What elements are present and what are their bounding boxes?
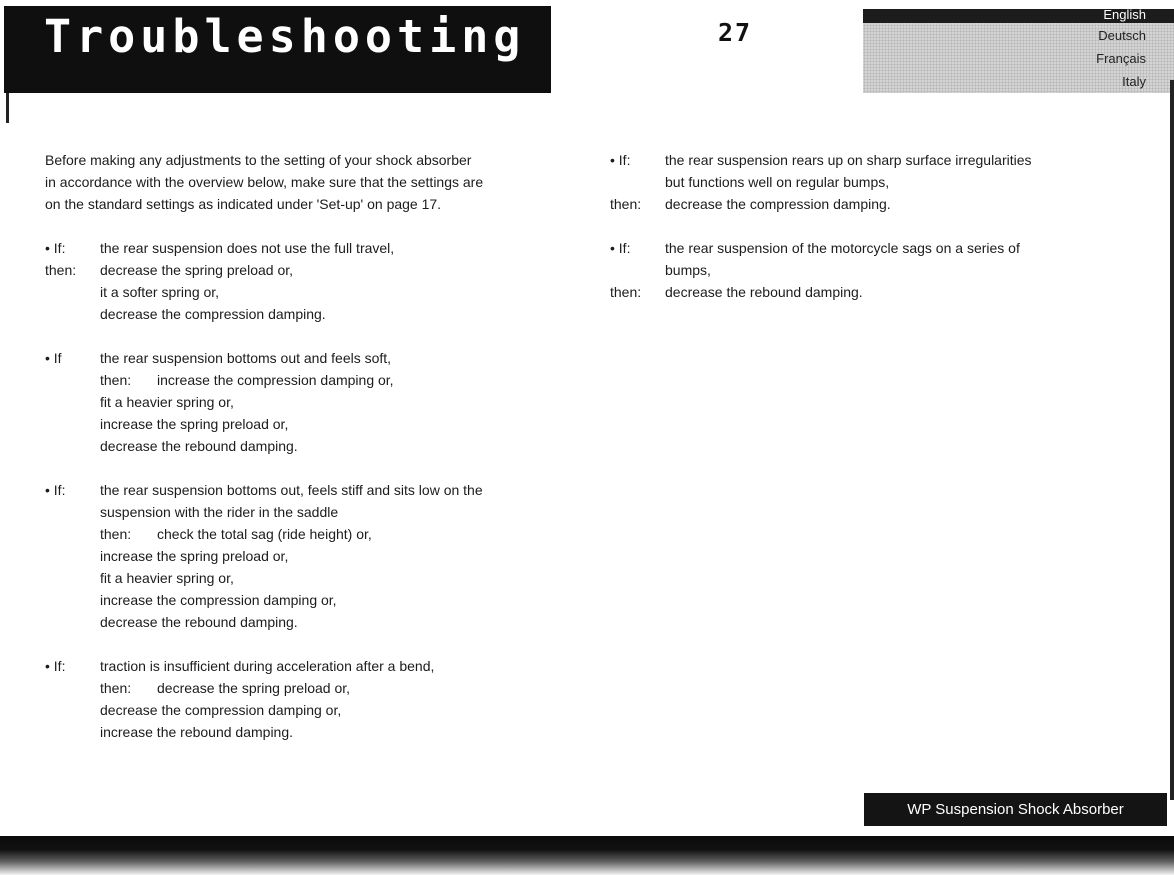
item-line: [45, 567, 565, 589]
item-line: [45, 413, 565, 435]
product-tag: WP Suspension Shock Absorber: [864, 793, 1167, 826]
language-selector: [863, 9, 1174, 93]
action-text: fit a heavier spring or,: [100, 394, 234, 410]
item-text: [100, 721, 293, 743]
item-text: [665, 193, 891, 215]
troubleshooting-item: [610, 237, 1130, 303]
item-line: [610, 149, 1130, 171]
item-line: [610, 193, 1130, 215]
item-text: [100, 347, 391, 369]
item-line: [45, 677, 565, 699]
action-text: traction is insufficient during acceleration after a bend,: [100, 658, 435, 674]
title-bar: [4, 6, 551, 93]
page-title: Troubleshooting: [44, 10, 526, 63]
troubleshooting-item: [45, 479, 565, 633]
inline-then-label: then:: [100, 372, 132, 388]
item-text: [100, 281, 219, 303]
inline-then-label: then:: [100, 680, 132, 696]
item-text: [100, 567, 234, 589]
condition-label: • If: [45, 350, 62, 366]
item-text: [100, 391, 234, 413]
item-line: [45, 237, 565, 259]
action-text: increase the compression damping or,: [157, 372, 394, 388]
page-edge-right: [1170, 80, 1174, 800]
intro-line: on the standard settings as indicated under 'Set-up' on page 17.: [45, 196, 442, 212]
item-text: [665, 149, 1032, 171]
action-text: increase the compression damping or,: [100, 592, 337, 608]
item-text: [100, 303, 326, 325]
troubleshooting-item: [45, 655, 565, 743]
action-text: decrease the compression damping.: [100, 306, 326, 322]
item-line: [45, 501, 565, 523]
item-line: [45, 479, 565, 501]
item-line: [45, 721, 565, 743]
condition-label: then:: [610, 284, 642, 300]
item-line: [45, 589, 565, 611]
item-text: [100, 413, 288, 435]
action-text: suspension with the rider in the saddle: [100, 504, 339, 520]
condition-label: • If:: [610, 152, 631, 168]
troubleshooting-item: [45, 347, 565, 457]
action-text: the rear suspension rears up on sharp surface irregularities: [665, 152, 1032, 168]
condition-label: • If:: [610, 240, 631, 256]
item-text: [100, 237, 394, 259]
intro-line: in accordance with the overview below, make sure that the settings are: [45, 174, 484, 190]
item-line: [45, 281, 565, 303]
item-line: [610, 259, 1130, 281]
language-italy[interactable]: Italy: [1122, 74, 1146, 89]
action-text: increase the rebound damping.: [100, 724, 294, 740]
action-text: decrease the rebound damping.: [100, 438, 298, 454]
item-line: [45, 523, 565, 545]
item-line: [45, 699, 565, 721]
condition-label: • If:: [45, 240, 66, 256]
language-deutsch[interactable]: Deutsch: [1098, 28, 1146, 43]
troubleshooting-item: [610, 149, 1130, 215]
action-text: decrease the spring preload or,: [157, 680, 351, 696]
action-text: it a softer spring or,: [100, 284, 220, 300]
action-text: bumps,: [665, 262, 711, 278]
item-line: [45, 655, 565, 677]
condition-label: • If:: [45, 658, 66, 674]
item-text: [100, 523, 372, 545]
action-text: decrease the spring preload or,: [100, 262, 294, 278]
item-line: [45, 391, 565, 413]
action-text: decrease the compression damping or,: [100, 702, 342, 718]
item-line: [610, 237, 1130, 259]
page-edge-left: [6, 93, 9, 123]
item-text: [100, 479, 483, 501]
action-text: the rear suspension does not use the full travel,: [100, 240, 395, 256]
action-text: the rear suspension bottoms out and feels soft,: [100, 350, 392, 366]
item-line: [45, 259, 565, 281]
item-text: [665, 259, 711, 281]
item-text: [665, 171, 889, 193]
action-text: check the total sag (ride height) or,: [157, 526, 372, 542]
troubleshooting-item: [45, 237, 565, 325]
action-text: increase the spring preload or,: [100, 416, 289, 432]
inline-then-label: then:: [100, 526, 132, 542]
condition-label: • If:: [45, 482, 66, 498]
item-line: [45, 303, 565, 325]
action-text: the rear suspension of the motorcycle sags on a series of: [665, 240, 1020, 256]
item-line: [610, 171, 1130, 193]
language-english[interactable]: English: [1103, 9, 1146, 22]
action-text: increase the spring preload or,: [100, 548, 289, 564]
condition-label: then:: [45, 262, 77, 278]
page-number: 27: [718, 18, 753, 47]
item-text: [100, 655, 434, 677]
item-text: [100, 611, 298, 633]
action-text: decrease the rebound damping.: [100, 614, 298, 630]
action-text: the rear suspension bottoms out, feels stiff and sits low on the: [100, 482, 483, 498]
item-line: [45, 545, 565, 567]
item-line: [610, 281, 1130, 303]
item-text: [100, 699, 341, 721]
item-line: [45, 611, 565, 633]
item-text: [100, 369, 394, 391]
item-line: [45, 347, 565, 369]
item-text: [100, 259, 293, 281]
item-text: [100, 589, 337, 611]
intro-paragraph: [45, 149, 585, 215]
footer-band: [0, 836, 1174, 875]
intro-line: Before making any adjustments to the setting of your shock absorber: [45, 152, 472, 168]
item-text: [665, 281, 863, 303]
item-line: [45, 435, 565, 457]
item-line: [45, 369, 565, 391]
item-text: [100, 545, 288, 567]
action-text: decrease the rebound damping.: [665, 284, 863, 300]
language-francais[interactable]: Français: [1096, 51, 1146, 66]
item-text: [100, 677, 350, 699]
action-text: fit a heavier spring or,: [100, 570, 234, 586]
action-text: but functions well on regular bumps,: [665, 174, 890, 190]
action-text: decrease the compression damping.: [665, 196, 891, 212]
item-text: [100, 435, 298, 457]
item-text: [665, 237, 1020, 259]
item-text: [100, 501, 338, 523]
condition-label: then:: [610, 196, 642, 212]
